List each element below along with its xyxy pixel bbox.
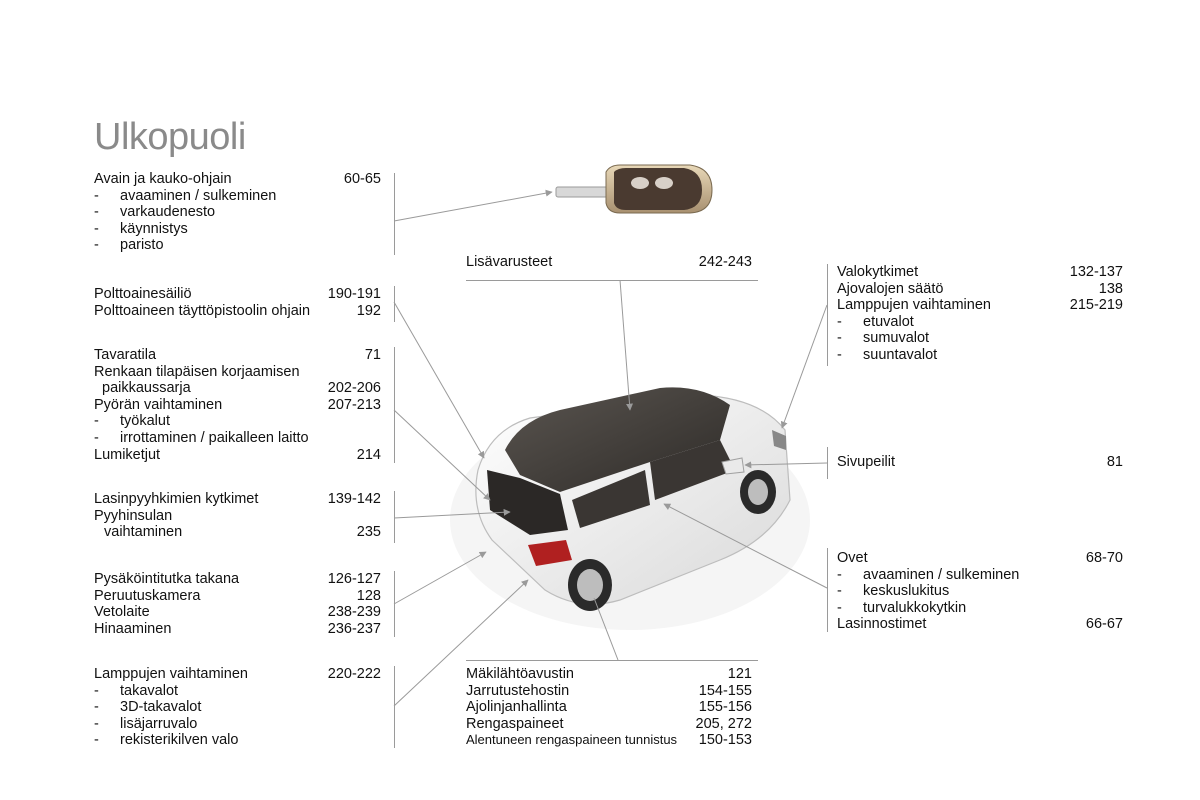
list-item: - turvalukkokytkin	[837, 599, 967, 616]
table-row: Jarrutustehostin 154-155	[466, 682, 752, 699]
key-fob-icon	[556, 165, 712, 213]
table-row: Ajovalojen säätö 138	[837, 280, 1123, 297]
table-row: Pyörän vaihtaminen 207-213	[94, 396, 381, 413]
table-row: Valokytkimet 132-137	[837, 264, 1123, 280]
table-row: Rengaspaineet 205, 272	[466, 715, 752, 732]
table-row: Alentuneen rengaspaineen tunnistus 150-153	[466, 732, 752, 749]
table-row: Tavaratila 71	[94, 347, 381, 363]
table-row: Ovet 68-70	[837, 550, 1123, 566]
list-item: - lisäjarruvalo	[94, 715, 198, 732]
list-item: - keskuslukitus	[837, 583, 950, 600]
table-row: Polttoaineen täyttöpistoolin ohjain 192	[94, 302, 381, 319]
table-row: Renkaan tilapäisen korjaamisen	[94, 363, 300, 380]
table-row: Lamppujen vaihtaminen 215-219	[837, 297, 1123, 314]
table-row: Lisävarusteet 242-243	[466, 254, 752, 270]
table-row: Lasinpyyhkimien kytkimet 139-142	[94, 491, 381, 507]
table-row: Lasinnostimet 66-67	[837, 616, 1123, 633]
table-row: vaihtaminen 235	[104, 524, 381, 541]
table-row: Pyyhinsulan	[94, 507, 173, 524]
table-row: Hinaaminen 236-237	[94, 620, 381, 637]
table-row: Polttoainesäiliö 190-191	[94, 286, 381, 302]
list-item: - paristo	[94, 237, 164, 254]
table-row: Peruutuskamera 128	[94, 587, 381, 604]
car-illustration	[450, 387, 810, 630]
table-row: Pysäköintitutka takana 126-127	[94, 571, 381, 587]
list-item: - sumuvalot	[837, 330, 930, 347]
table-row: Ajolinjanhallinta 155-156	[466, 699, 752, 716]
list-item: - avaaminen / sulkeminen	[94, 187, 277, 204]
table-row: Mäkilähtöavustin 121	[466, 666, 752, 682]
list-item: - työkalut	[94, 413, 170, 430]
key-label: Avain ja kauko-ohjain	[94, 171, 232, 187]
list-item: - rekisterikilven valo	[94, 732, 239, 749]
table-row: Lamppujen vaihtaminen 220-222	[94, 666, 381, 682]
list-item: - avaaminen / sulkeminen	[837, 566, 1020, 583]
table-row: Sivupeilit 81	[837, 454, 1123, 470]
page-title: Ulkopuoli	[94, 116, 246, 158]
list-item: - etuvalot	[837, 313, 914, 330]
table-row: Vetolaite 238-239	[94, 604, 381, 621]
table-row: Lumiketjut 214	[94, 446, 381, 463]
list-item: - käynnistys	[94, 220, 188, 237]
list-item: - takavalot	[94, 682, 179, 699]
key-page: 60-65	[343, 171, 381, 187]
list-item: - irrottaminen / paikalleen laitto	[94, 429, 309, 446]
list-item: - 3D-takavalot	[94, 699, 202, 716]
list-item: - varkaudenesto	[94, 204, 216, 221]
table-row: paikkaussarja 202-206	[102, 380, 381, 397]
list-item: - suuntavalot	[837, 346, 938, 363]
